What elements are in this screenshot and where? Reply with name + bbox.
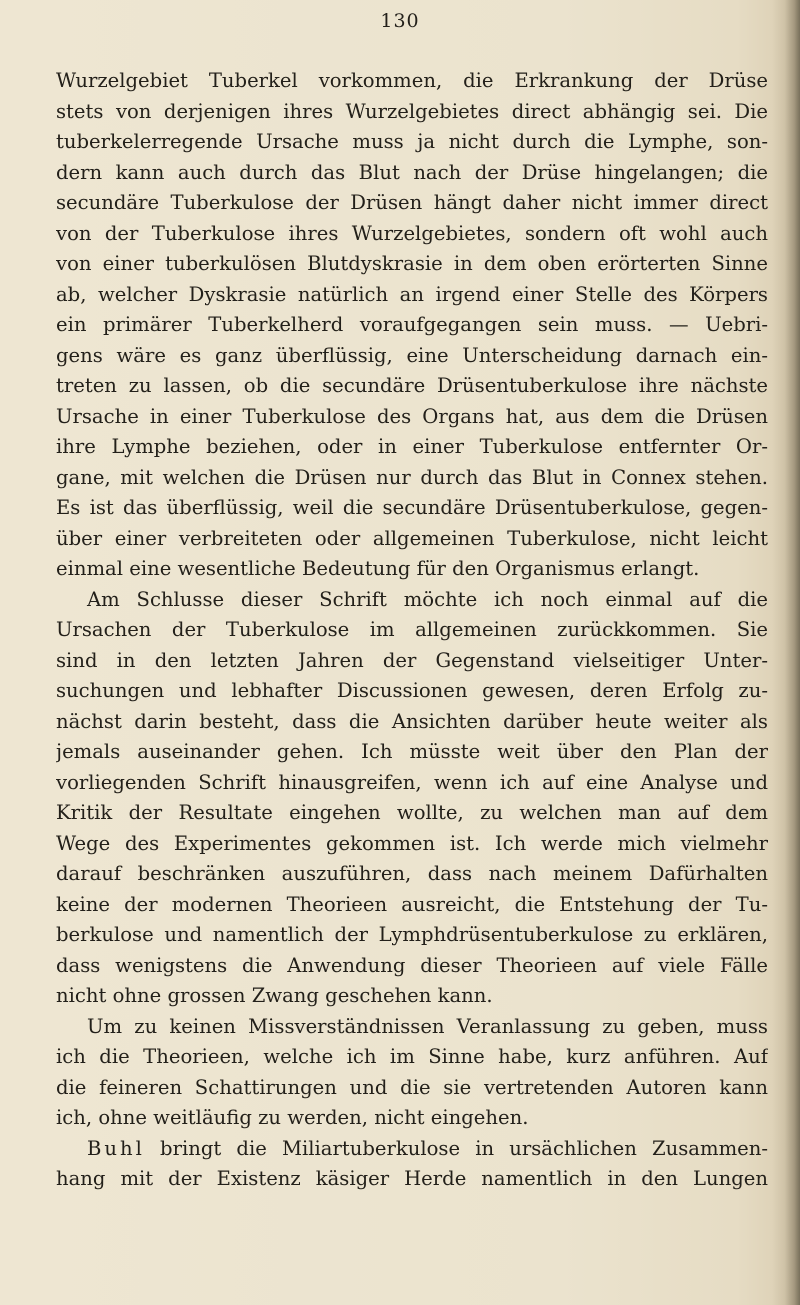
text-line: treten zu lassen, ob die secundäre Drüsentuberkulose ihre nächste (56, 374, 768, 397)
text-line: die feineren Schattirungen und die sie vertretenden Autoren kann (56, 1075, 768, 1099)
text-line: ich die Theorieen, welche ich im Sinne habe, kurz anführen. Auf (56, 1045, 768, 1068)
text-line: suchungen und lebhafter Discussionen gewesen, deren Erfolg zu- (56, 679, 768, 702)
text-line: stets von derjenigen ihres Wurzelgebietes direct abhängig sei. Die (56, 99, 768, 123)
text-line: sind in den letzten Jahren der Gegenstand vielseitiger Unter- (56, 648, 768, 672)
text-line: Wege des Experimentes gekommen ist. Ich werde mich vielmehr (56, 831, 768, 855)
text-line: secundäre Tuberkulose der Drüsen hängt daher nicht immer direct (56, 191, 768, 214)
text-line: vorliegenden Schrift hinausgreifen, wenn ich auf eine Analyse und (56, 770, 768, 794)
author-name: Buhl (87, 1136, 145, 1160)
text-line: Am Schlusse dieser Schrift möchte ich noch einmal auf die (87, 587, 768, 611)
text-line: dern kann auch durch das Blut nach der Drüse hingelangen; die (56, 160, 768, 184)
text-line: berkulose und namentlich der Lymphdrüsentuberkulose zu erklären, (56, 923, 768, 946)
text-line: Es ist das überflüssig, weil die secundäre Drüsentuberkulose, gegen- (56, 496, 768, 519)
text-line: gane, mit welchen die Drüsen nur durch das Blut in Connex stehen. (56, 465, 768, 489)
text-line: gens wäre es ganz überflüssig, eine Unterscheidung darnach ein- (56, 343, 768, 367)
text-line: dass wenigstens die Anwendung dieser Theorieen auf viele Fälle (56, 953, 768, 977)
text-line: ich, ohne weitläufig zu werden, nicht eingehen. (56, 1106, 529, 1129)
text-line: über einer verbreiteten oder allgemeinen Tuberkulose, nicht leicht (56, 526, 768, 550)
body-text (56, 66, 768, 1195)
text-line: von der Tuberkulose ihres Wurzelgebietes, sondern oft wohl auch (56, 221, 768, 245)
text-line: Ursachen der Tuberkulose im allgemeinen zurückkommen. Sie (56, 618, 768, 641)
text-line: keine der modernen Theorieen ausreicht, die Entstehung der Tu- (56, 892, 768, 916)
text-line-with-author (56, 1134, 768, 1165)
text-line: nicht ohne grossen Zwang geschehen kann. (56, 984, 493, 1007)
text-line: Kritik der Resultate eingehen wollte, zu welchen man auf dem (56, 801, 768, 824)
page-edge-shadow (772, 0, 800, 1305)
page-number: 130 (380, 10, 420, 32)
text-line: Um zu keinen Missverständnissen Veranlassung zu geben, muss (87, 1014, 768, 1038)
text-line: jemals auseinander gehen. Ich müsste weit über den Plan der (56, 740, 768, 763)
text-line: darauf beschränken auszuführen, dass nach meinem Dafürhalten (56, 862, 768, 885)
text-line: ab, welcher Dyskrasie natürlich an irgend einer Stelle des Körpers (56, 282, 768, 306)
text-line: ihre Lymphe beziehen, oder in einer Tuberkulose entfernter Or- (56, 435, 768, 458)
text-line: Wurzelgebiet Tuberkel vorkommen, die Erkrankung der Drüse (56, 69, 768, 92)
text-line: von einer tuberkulösen Blutdyskrasie in dem oben erörterten Sinne (56, 252, 768, 275)
text-line: tuberkelerregende Ursache muss ja nicht durch die Lymphe, son- (56, 130, 768, 153)
text-line: hang mit der Existenz käsiger Herde namentlich in den Lungen (56, 1167, 768, 1190)
text-line: ein primärer Tuberkelherd voraufgegangen sein muss. — Uebri- (56, 313, 768, 336)
text-line: einmal eine wesentliche Bedeutung für den Organismus erlangt. (56, 557, 700, 580)
text-line: Ursache in einer Tuberkulose des Organs hat, aus dem die Drüsen (56, 404, 768, 428)
text-line-rest: bringt die Miliartuberkulose in ursächlichen Zusammen- (160, 1136, 768, 1160)
text-line: nächst darin besteht, dass die Ansichten darüber heute weiter als (56, 709, 768, 733)
